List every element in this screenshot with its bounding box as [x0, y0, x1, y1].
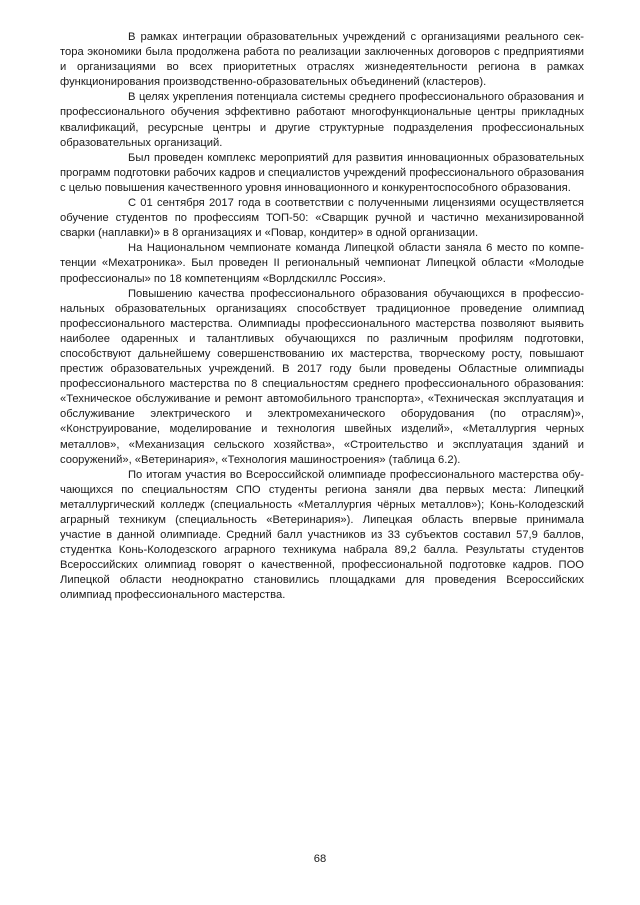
paragraph-national-championship: На Национальном чемпионате команда Липецкой области заняла 6 место по компетенции «Мехатроника». Был проведен II региональный чемпионат Липецкой области «Молодые профессионалы» по 18 компетенциям «Ворлдскиллс Россия».	[60, 242, 584, 285]
paragraph-innovation-programs: Был проведен комплекс мероприятий для развития инновационных образовательных программ подготовки рабочих кадров и специалистов учреждений профессионального образования с целью повышения качественного уровня инновационного и конкурентоспособного образования.	[60, 151, 584, 194]
paragraph-all-russian-olympiad: По итогам участия во Всероссийской олимпиаде профессионального мастерства обучающихся по специальностям СПО студенты региона заняли два первых места: Липецкий металлургический колледж (специальность «Металлургия чёрных металлов»); Конь-Колодезский аграрный техникум (специальность «Ветеринария»). Липецкая область впервые принимала участие в данной олимпиаде. Средний балл участников из 33 субъектов составил 57,9 баллов, студентка Конь-Колодезского аграрного техникума набрала 89,2 балла. Результаты студентов Всероссийских олимпиад говорят о качественной, профессиональной подготовке кадров. ПОО Липецкой области неоднократно становились площадками для проведения Всероссийских олимпиад профессионального мастерства.	[60, 468, 584, 602]
page-number: 68	[313, 853, 327, 865]
paragraph-cluster-integration: В рамках интеграции образовательных учреждений с организациями реального сектора экономики была продолжена работа по реализации заключенных договоров с предприятиями и организациями во всех приоритетных отраслях жизнедеятельности региона в рамках функционирования производственно-образовательных объединений (кластеров).	[60, 31, 584, 89]
paragraph-top50-training: С 01 сентября 2017 года в соответствии с полученными лицензиями осуществляется обучение студентов по профессиям ТОП-50: «Сварщик ручной и частично механизированной сварки (наплавки)» в 8 организациях и «Повар, кондитер» в одной организации.	[60, 197, 584, 240]
paragraph-olympiads: Повышению качества профессионального образования обучающихся в профессиональных образовательных организациях способствует традиционное проведение олимпиад профессионального мастерства. Олимпиады профессионального мастерства позволяют выявить наиболее одаренных и талантливых обучающихся по различным профилям подготовки, способствуют дальнейшему совершенствованию их мастерства, творческому росту, повышают престиж образовательных учреждений. В 2017 году были проведены Областные олимпиады профессионального мастерства по 8 специальностям среднего профессионального образования: «Техническое обслуживание и ремонт автомобильного транспорта», «Техническая эксплуатация и обслуживание электрического и электромеханического оборудования (по отраслям)», «Конструирование, моделирование и технология швейных изделий», «Металлургия черных металлов», «Механизация сельского хозяйства», «Строительство и эксплуатация зданий и сооружений», «Ветеринария», «Технология машиностроения» (таблица 6.2).	[60, 287, 584, 466]
document-body	[60, 30, 584, 604]
paragraph-spo-potential: В целях укрепления потенциала системы среднего профессионального образования и профессионального обучения эффективно работают многофункциональные центры прикладных квалификаций, ресурсные центры и другие структурные подразделения профессиональных образовательных организаций.	[60, 91, 584, 149]
